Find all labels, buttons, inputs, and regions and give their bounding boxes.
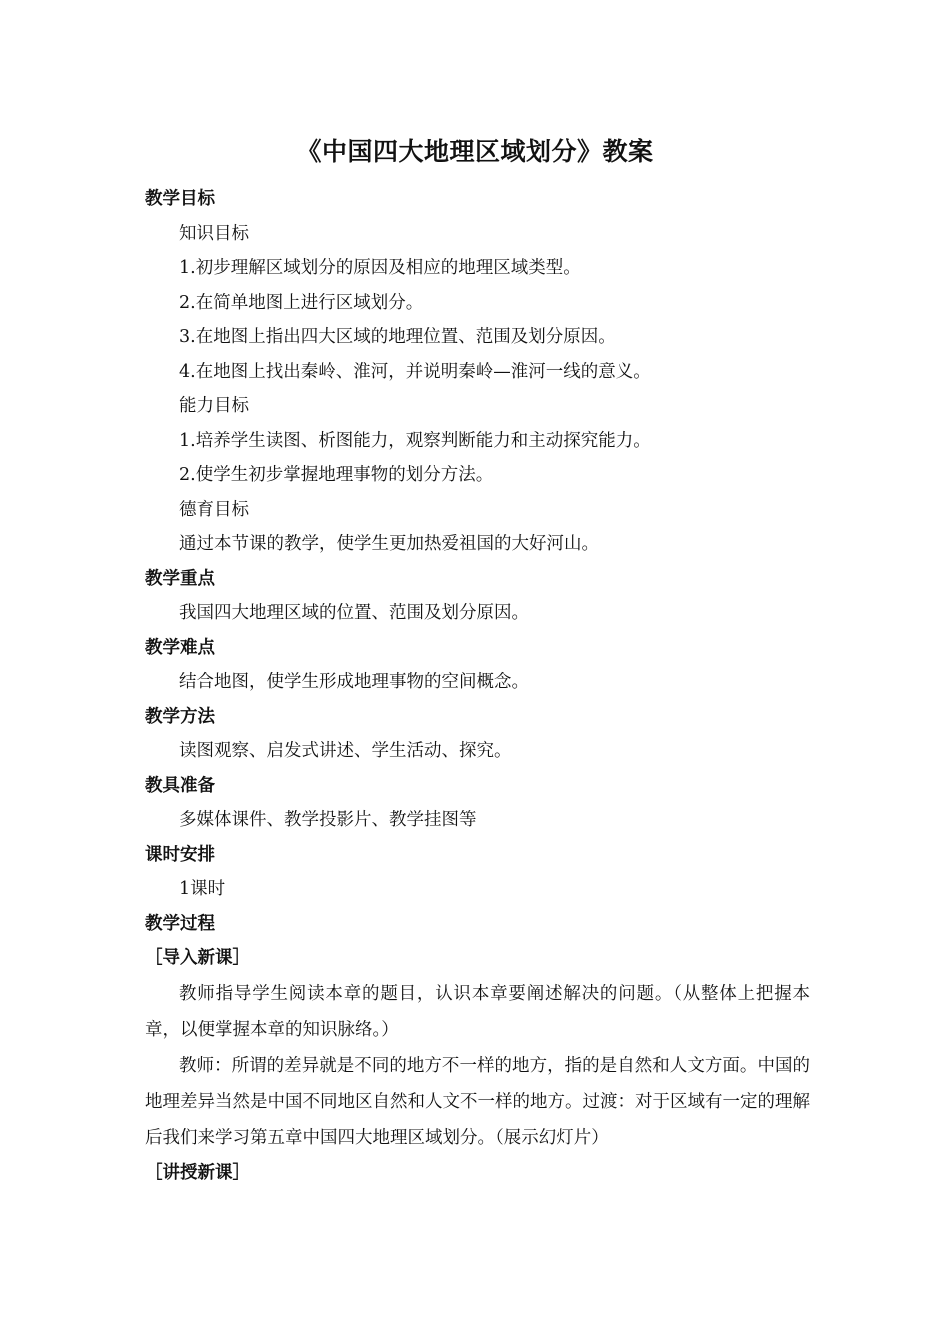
difficulty-text: 结合地图，使学生形成地理事物的空间概念。 — [179, 672, 529, 692]
section-heading-key-point: 教学重点 — [145, 568, 215, 589]
section-heading-method: 教学方法 — [145, 706, 215, 727]
document-body — [145, 182, 810, 1190]
knowledge-item: 1.初步理解区域划分的原因及相应的地理区域类型。 — [179, 258, 581, 278]
section-heading-schedule: 课时安排 — [145, 844, 215, 865]
section-heading-objectives: 教学目标 — [145, 189, 215, 209]
subsection-heading-new-lesson: ［讲授新课］ — [145, 1162, 250, 1183]
schedule-text: 1课时 — [179, 879, 226, 899]
subsection-heading-intro: ［导入新课］ — [145, 948, 250, 968]
document-title: 《中国四大地理区域划分》教案 — [296, 137, 654, 166]
section-heading-process: 教学过程 — [145, 913, 215, 934]
knowledge-item: 2.在简单地图上进行区域划分。 — [179, 292, 424, 313]
section-heading-tools: 教具准备 — [145, 775, 215, 796]
knowledge-item: 3.在地图上指出四大区域的地理位置、范围及划分原因。 — [179, 327, 616, 347]
intro-paragraph: 教师指导学生阅读本章的题目，认识本章要阐述解决的问题。（从整体上把握本章，以便掌握本章的知识脉络。） — [145, 983, 810, 1040]
subheading-knowledge: 知识目标 — [179, 223, 249, 244]
method-text: 读图观察、启发式讲述、学生活动、探究。 — [179, 741, 512, 761]
intro-paragraph: 教师：所谓的差异就是不同的地方不一样的地方，指的是自然和人文方面。中国的地理差异当然是中国不同地区自然和人文不一样的地方。过渡：对于区域有一定的理解后我们来学习第五章中国四大地理区域划分。（展示幻灯片） — [145, 1055, 810, 1148]
moral-text: 通过本节课的教学，使学生更加热爱祖国的大好河山。 — [179, 534, 599, 554]
ability-item: 2.使学生初步掌握地理事物的划分方法。 — [179, 465, 494, 485]
tools-text: 多媒体课件、教学投影片、教学挂图等 — [179, 810, 477, 830]
knowledge-item: 4.在地图上找出秦岭、淮河，并说明秦岭—淮河一线的意义。 — [179, 361, 651, 382]
subheading-moral: 德育目标 — [179, 499, 249, 520]
ability-item: 1.培养学生读图、析图能力，观察判断能力和主动探究能力。 — [179, 430, 651, 451]
subheading-ability: 能力目标 — [179, 396, 249, 416]
section-heading-difficulty: 教学难点 — [145, 637, 215, 658]
key-point-text: 我国四大地理区域的位置、范围及划分原因。 — [179, 603, 529, 623]
